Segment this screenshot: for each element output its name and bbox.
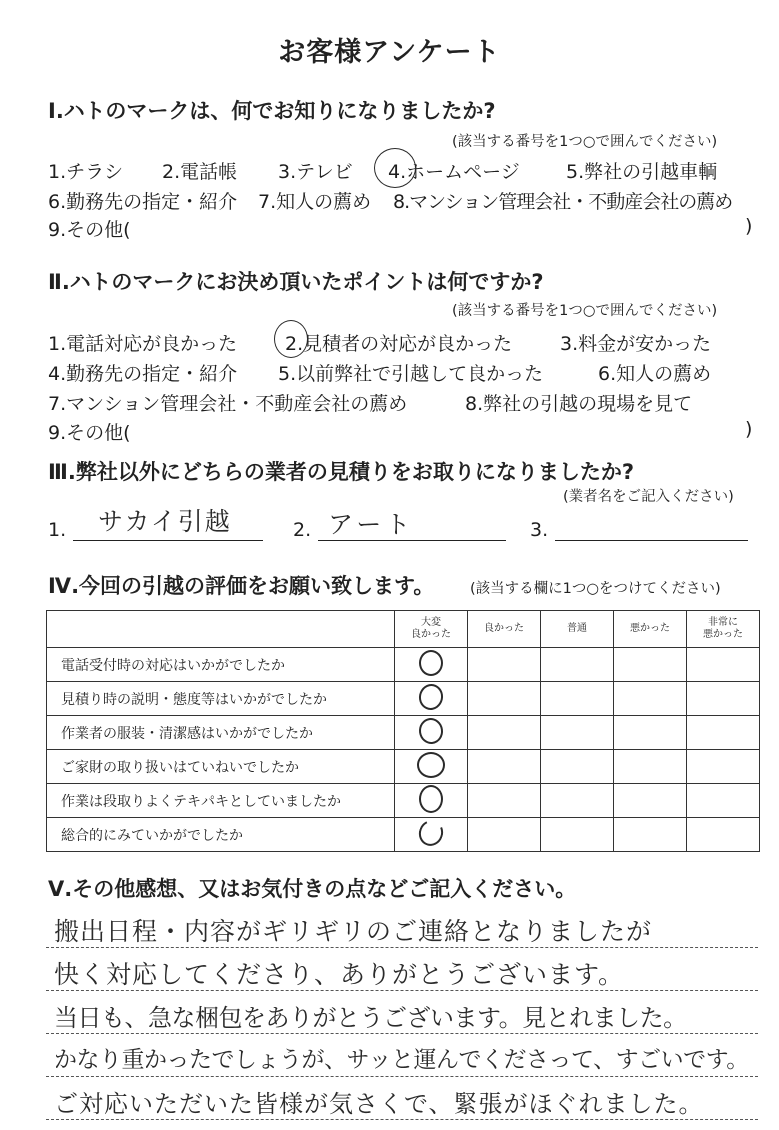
rating-circle-mark xyxy=(417,716,444,745)
q3-answer-line-3[interactable] xyxy=(555,540,748,541)
column-average: 普通 xyxy=(541,611,614,648)
evaluation-header-row xyxy=(47,611,760,648)
q1-note: (該当する番号を1つ○で囲んでください) xyxy=(452,134,718,150)
q1-option-2[interactable]: 2.電話帳 xyxy=(162,161,238,183)
q2-option-4[interactable]: 4.勤務先の指定・紹介 xyxy=(48,363,238,385)
rating-cell-bad[interactable] xyxy=(614,784,687,818)
q5-heading: Ⅴ.その他感想、又はお気付きの点などご記入ください。 xyxy=(48,877,577,901)
q2-option-1[interactable]: 1.電話対応が良かった xyxy=(48,333,238,355)
rating-cell-very-good[interactable] xyxy=(395,784,468,818)
rating-cell-very-bad[interactable] xyxy=(687,818,760,852)
rating-cell-good[interactable] xyxy=(468,818,541,852)
evaluation-row xyxy=(47,716,760,750)
q1-option-3[interactable]: 3.テレビ xyxy=(278,161,353,183)
evaluation-row xyxy=(47,648,760,682)
rating-circle-mark xyxy=(415,816,446,849)
page-title: お客様アンケート xyxy=(278,37,501,68)
q1-option-4[interactable]: 4.ホームページ xyxy=(388,161,520,183)
evaluation-question: 見積り時の説明・態度等はいかがでしたか xyxy=(47,682,395,716)
q1-option-6[interactable]: 6.勤務先の指定・紹介 xyxy=(48,191,238,213)
q1-selection-circle xyxy=(374,148,416,188)
rating-cell-very-bad[interactable] xyxy=(687,648,760,682)
rating-cell-very-good[interactable] xyxy=(395,716,468,750)
rating-cell-very-good[interactable] xyxy=(395,750,468,784)
comment-line xyxy=(46,1119,758,1120)
rating-circle-mark xyxy=(419,650,443,676)
comment-line xyxy=(46,1076,758,1077)
comment-text: 快く対応してくださり、ありがとうございます。 xyxy=(54,960,625,989)
comment-text: 搬出日程・内容がギリギリのご連絡となりましたが xyxy=(54,917,653,946)
rating-cell-good[interactable] xyxy=(468,682,541,716)
q1-other-close: ) xyxy=(745,215,753,237)
q3-answer-line-1[interactable] xyxy=(73,540,263,541)
column-very-good: 大変 良かった xyxy=(395,611,468,648)
rating-cell-bad[interactable] xyxy=(614,750,687,784)
rating-cell-bad[interactable] xyxy=(614,648,687,682)
q1-option-8[interactable]: 8.マンション管理会社・不動産会社の薦め xyxy=(393,191,733,213)
evaluation-question: 作業者の服装・清潔感はいかがでしたか xyxy=(47,716,395,750)
q2-option-2[interactable]: 2.見積者の対応が良かった xyxy=(285,333,513,355)
rating-cell-average[interactable] xyxy=(541,784,614,818)
rating-cell-bad[interactable] xyxy=(614,716,687,750)
evaluation-row xyxy=(47,682,760,716)
q1-option-7[interactable]: 7.知人の薦め xyxy=(258,191,372,213)
evaluation-question: ご家財の取り扱いはていねいでしたか xyxy=(47,750,395,784)
comment-text: かなり重かったでしょうが、サッと運んでくださって、すごいです。 xyxy=(54,1047,749,1073)
q1-heading: Ⅰ.ハトのマークは、何でお知りになりましたか? xyxy=(48,99,496,123)
rating-circle-mark xyxy=(417,681,446,711)
q1-option-1[interactable]: 1.チラシ xyxy=(48,161,124,183)
rating-cell-very-good[interactable] xyxy=(395,682,468,716)
rating-cell-very-good[interactable] xyxy=(395,818,468,852)
evaluation-row xyxy=(47,784,760,818)
q3-heading: Ⅲ.弊社以外にどちらの業者の見積りをお取りになりましたか? xyxy=(48,460,635,484)
evaluation-header-blank xyxy=(47,611,395,648)
q3-label-3: 3. xyxy=(530,519,549,541)
rating-cell-good[interactable] xyxy=(468,716,541,750)
q2-option-5[interactable]: 5.以前弊社で引越して良かった xyxy=(278,363,544,385)
rating-cell-good[interactable] xyxy=(468,784,541,818)
rating-circle-mark xyxy=(419,785,443,813)
rating-cell-average[interactable] xyxy=(541,716,614,750)
q3-answer-1: サカイ引越 xyxy=(98,507,232,536)
q2-note: (該当する番号を1つ○で囲んでください) xyxy=(452,303,718,319)
comment-line xyxy=(46,1033,758,1034)
q2-option-7[interactable]: 7.マンション管理会社・不動産会社の薦め xyxy=(48,393,408,415)
evaluation-question: 作業は段取りよくテキパキとしていましたか xyxy=(47,784,395,818)
rating-cell-average[interactable] xyxy=(541,682,614,716)
rating-cell-good[interactable] xyxy=(468,648,541,682)
q1-option-5[interactable]: 5.弊社の引越車輌 xyxy=(566,161,718,183)
rating-cell-average[interactable] xyxy=(541,750,614,784)
rating-circle-mark xyxy=(417,752,445,778)
column-bad: 悪かった xyxy=(614,611,687,648)
rating-cell-very-bad[interactable] xyxy=(687,682,760,716)
evaluation-row xyxy=(47,818,760,852)
q2-other-close: ) xyxy=(745,418,753,440)
evaluation-question: 電話受付時の対応はいかがでしたか xyxy=(47,648,395,682)
q2-heading: Ⅱ.ハトのマークにお決め頂いたポイントは何ですか? xyxy=(48,270,544,294)
q2-option-6[interactable]: 6.知人の薦め xyxy=(598,363,712,385)
comment-text: 当日も、急な梱包をありがとうございます。見とれました。 xyxy=(54,1004,687,1032)
evaluation-question: 総合的にみていかがでしたか xyxy=(47,818,395,852)
rating-cell-very-good[interactable] xyxy=(395,648,468,682)
q3-answer-2: アート xyxy=(328,510,415,539)
column-good: 良かった xyxy=(468,611,541,648)
rating-cell-average[interactable] xyxy=(541,648,614,682)
evaluation-row xyxy=(47,750,760,784)
column-very-bad: 非常に 悪かった xyxy=(687,611,760,648)
rating-cell-very-bad[interactable] xyxy=(687,784,760,818)
evaluation-table xyxy=(46,610,760,852)
rating-cell-very-bad[interactable] xyxy=(687,750,760,784)
q3-label-1: 1. xyxy=(48,519,67,541)
rating-cell-average[interactable] xyxy=(541,818,614,852)
q4-heading: Ⅳ.今回の引越の評価をお願い致します。 xyxy=(48,574,435,598)
q2-option-9[interactable]: 9.その他( xyxy=(48,422,131,444)
comment-text: ご対応いただいた皆様が気さくで、緊張がほぐれました。 xyxy=(54,1090,704,1118)
rating-cell-bad[interactable] xyxy=(614,682,687,716)
q4-note: (該当する欄に1つ○をつけてください) xyxy=(470,581,721,597)
q2-option-8[interactable]: 8.弊社の引越の現場を見て xyxy=(465,393,693,415)
q2-selection-circle xyxy=(274,320,308,358)
q2-option-3[interactable]: 3.料金が安かった xyxy=(560,333,712,355)
q3-note: (業者名をご記入ください) xyxy=(563,489,734,505)
rating-cell-very-bad[interactable] xyxy=(687,716,760,750)
rating-cell-good[interactable] xyxy=(468,750,541,784)
rating-cell-bad[interactable] xyxy=(614,818,687,852)
q1-option-9[interactable]: 9.その他( xyxy=(48,219,131,241)
q3-label-2: 2. xyxy=(293,519,312,541)
